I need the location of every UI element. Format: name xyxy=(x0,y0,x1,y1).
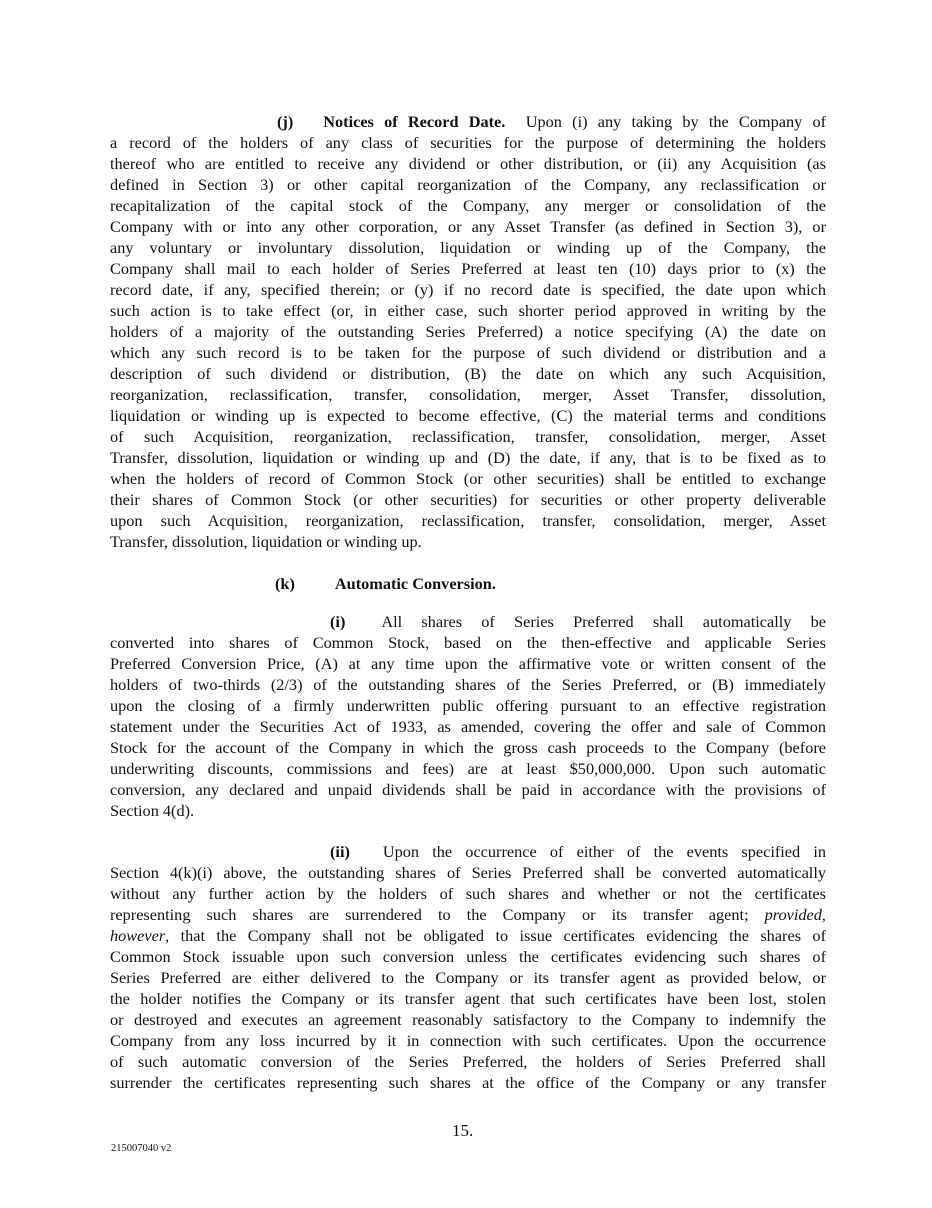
text-line: upon the closing of a firmly underwritten public offering pursuant to an effective registration xyxy=(110,696,826,715)
text-line: All shares of Series Preferred shall automatically be xyxy=(381,612,826,631)
text-line: reorganization, reclassification, transfer, consolidation, merger, Asset Transfer, dissolution, xyxy=(110,385,826,404)
text-line: Upon (i) any taking by the Company of xyxy=(525,112,827,131)
text-line: underwriting discounts, commissions and fees) are at least $50,000,000. Upon such automatic xyxy=(110,759,826,778)
text-line: Section 4(d). xyxy=(110,801,195,820)
text-line: recapitalization of the capital stock of the Company, any merger or consolidation of the xyxy=(110,196,826,215)
text-line: Upon the occurrence of either of the events specified in xyxy=(382,842,826,861)
text-line: such action is to take effect (or, in either case, such shorter period approved in writing by the xyxy=(110,301,826,320)
text-line: converted into shares of Common Stock, based on the then-effective and applicable Series xyxy=(110,633,826,652)
text-line: conversion, any declared and unpaid dividends shall be paid in accordance with the provisions of xyxy=(110,780,826,799)
text-line: when the holders of record of Common Stock (or other securities) shall be entitled to exchange xyxy=(110,469,826,488)
text-line: description of such dividend or distribution, (B) the date on which any such Acquisition, xyxy=(110,364,826,383)
text-line: Company shall mail to each holder of Series Preferred at least ten (10) days prior to (x) the xyxy=(110,259,826,278)
italic-provided: provided, xyxy=(764,905,826,924)
text-line: or destroyed and executes an agreement reasonably satisfactory to the Company to indemnify the xyxy=(110,1010,826,1029)
text-line-with-italic xyxy=(110,925,826,946)
section-j-paragraph xyxy=(110,111,826,552)
section-k-ii-paragraph xyxy=(110,841,826,1093)
text-line: the holder notifies the Company or its transfer agent that such certificates have been lost, stolen xyxy=(110,989,826,1008)
section-k-ii-label: (ii) xyxy=(330,842,350,861)
text-line: Company from any loss incurred by it in connection with such certificates. Upon the occurrence xyxy=(110,1031,826,1050)
text-line: surrender the certificates representing such shares at the office of the Company or any transfer xyxy=(110,1073,826,1092)
text-line: of such Acquisition, reorganization, reclassification, transfer, consolidation, merger, Asset xyxy=(110,427,826,446)
text-line: Section 4(k)(i) above, the outstanding shares of Series Preferred shall be converted automatically xyxy=(110,863,826,882)
text-line: upon such Acquisition, reorganization, reclassification, transfer, consolidation, merger, Asset xyxy=(110,511,826,530)
text-line: Company with or into any other corporation, or any Asset Transfer (as defined in Section 3), or xyxy=(110,217,826,236)
text-line: thereof who are entitled to receive any dividend or other distribution, or (ii) any Acquisition (as xyxy=(110,154,826,173)
text-line: Preferred Conversion Price, (A) at any time upon the affirmative vote or written consent of the xyxy=(110,654,826,673)
text-line: a record of the holders of any class of securities for the purpose of determining the holders xyxy=(110,133,826,152)
section-k-i-paragraph xyxy=(110,611,826,821)
text-line: statement under the Securities Act of 1933, as amended, covering the offer and sale of Common xyxy=(110,717,826,736)
text-line: holders of a majority of the outstanding Series Preferred) a notice specifying (A) the date on xyxy=(110,322,826,341)
text-line: record date, if any, specified therein; or (y) if no record date is specified, the date upon which xyxy=(110,280,826,299)
text-line: Common Stock issuable upon such conversion unless the certificates evidencing such shares of xyxy=(110,947,826,966)
section-j-title: Notices of Record Date. xyxy=(323,112,506,131)
section-k-ii-first-line xyxy=(110,841,826,862)
text-line-with-italic xyxy=(110,904,826,925)
text-line: their shares of Common Stock (or other securities) for securities or other property deliverable xyxy=(110,490,826,509)
text-line: without any further action by the holders of such shares and whether or not the certificates xyxy=(110,884,826,903)
text-line: defined in Section 3) or other capital reorganization of the Company, any reclassification or xyxy=(110,175,826,194)
text-line: representing such shares are surrendered to the Company or its transfer agent; xyxy=(110,905,749,924)
section-k-i-label: (i) xyxy=(330,612,346,631)
section-k-label: (k) xyxy=(275,574,295,593)
section-j-label: (j) xyxy=(277,112,294,131)
text-line: holders of two-thirds (2/3) of the outstanding shares of the Series Preferred, or (B) immediately xyxy=(110,675,826,694)
text-line: Transfer, dissolution, liquidation or winding up and (D) the date, if any, that is to be fixed as to xyxy=(110,448,826,467)
document-id: 215007040 v2 xyxy=(111,1143,172,1154)
text-line: Transfer, dissolution, liquidation or winding up. xyxy=(110,532,422,551)
italic-however: however xyxy=(110,926,166,945)
text-line: which any such record is to be taken for the purpose of such dividend or distribution and a xyxy=(110,343,826,362)
section-k-i-first-line xyxy=(110,611,826,632)
section-j-first-line xyxy=(110,111,826,132)
text-line: Stock for the account of the Company in which the gross cash proceeds to the Company (before xyxy=(110,738,826,757)
text-line: Series Preferred are either delivered to the Company or its transfer agent as provided below, or xyxy=(110,968,826,987)
page-number: 15. xyxy=(452,1121,474,1140)
text-line: liquidation or winding up is expected to become effective, (C) the material terms and conditions xyxy=(110,406,826,425)
section-k-title: Automatic Conversion. xyxy=(334,574,496,593)
text-line: of such automatic conversion of the Series Preferred, the holders of Series Preferred shall xyxy=(110,1052,826,1071)
text-line: , that the Company shall not be obligated to issue certificates evidencing the shares of xyxy=(165,926,826,945)
section-k-heading xyxy=(275,573,496,594)
text-line: any voluntary or involuntary dissolution, liquidation or winding up of the Company, the xyxy=(110,238,826,257)
